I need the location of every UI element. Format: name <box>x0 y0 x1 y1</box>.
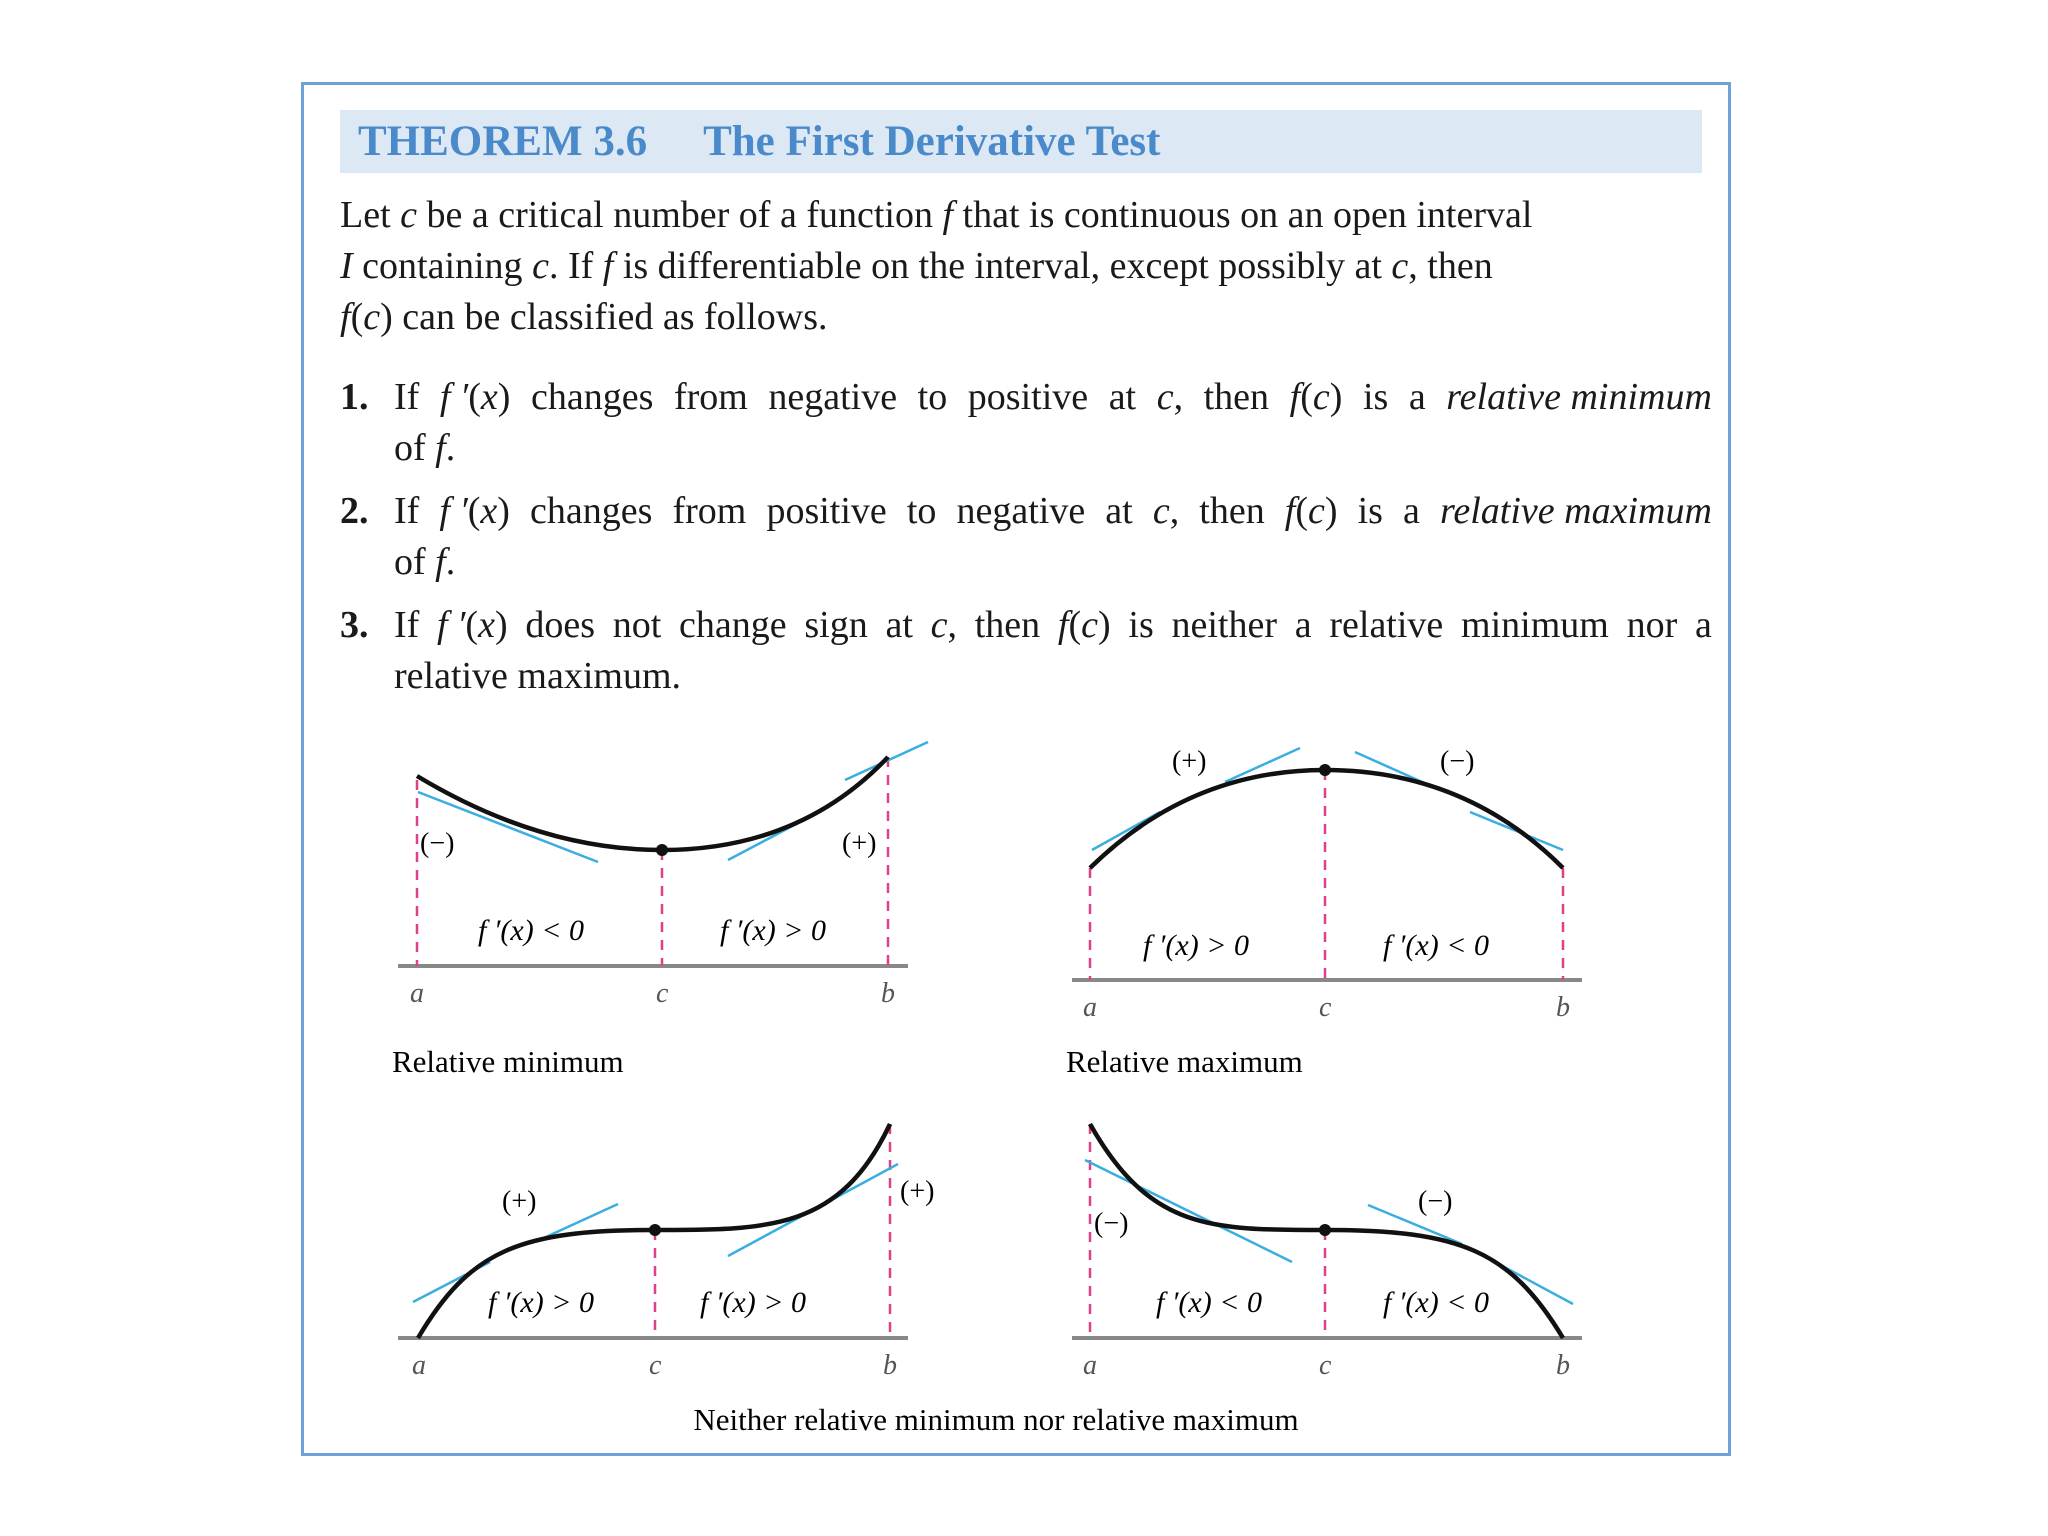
item-3-line-2: relative maximum. <box>394 655 682 697</box>
region-label-left: f ′(x) < 0 <box>478 914 584 947</box>
tick-label-a: a <box>412 1350 426 1381</box>
tick-label-c: c <box>649 1350 662 1381</box>
item-number: 3. <box>340 604 369 646</box>
sign-label-right: (−) <box>1440 746 1475 777</box>
region-label-left: f ′(x) > 0 <box>488 1286 594 1319</box>
sign-label-left: (+) <box>502 1186 537 1217</box>
sign-label-right: (−) <box>1418 1186 1453 1217</box>
figure-neither-increasing <box>398 1124 934 1381</box>
critical-point <box>656 844 668 856</box>
sign-label-left: (−) <box>420 828 455 859</box>
intro-line-1: Let c be a critical number of a function f that is continuous on an open interval <box>340 194 1533 236</box>
intro-line-3: f(c) can be classified as follows. <box>340 296 828 338</box>
theorem-title: The First Derivative Test <box>703 118 1161 165</box>
sign-label-right: (+) <box>842 828 877 859</box>
tick-label-b: b <box>1556 1350 1570 1381</box>
tick-label-b: b <box>883 1350 897 1381</box>
tick-label-a: a <box>410 978 424 1009</box>
caption-relative-maximum: Relative maximum <box>1066 1044 1303 1079</box>
critical-point <box>1319 1224 1331 1236</box>
region-label-right: f ′(x) > 0 <box>720 914 826 947</box>
critical-point <box>1319 764 1331 776</box>
caption-neither: Neither relative minimum nor relative maximum <box>693 1402 1299 1437</box>
item-2-line-1: If f ′(x) changes from positive to negative at c, then f(c) is a relative maximum <box>394 490 1712 532</box>
item-1-line-1: If f ′(x) changes from negative to positive at c, then f(c) is a relative minimum <box>394 376 1712 418</box>
region-label-right: f ′(x) < 0 <box>1383 1286 1489 1319</box>
item-2-line-2: of f. <box>394 541 456 583</box>
sign-label-right: (+) <box>900 1176 935 1207</box>
figure-neither-decreasing <box>1072 1124 1582 1381</box>
item-number: 1. <box>340 376 369 418</box>
item-1-line-2: of f. <box>394 427 456 469</box>
tick-label-b: b <box>1556 992 1570 1023</box>
region-label-left: f ′(x) > 0 <box>1143 929 1249 962</box>
region-label-left: f ′(x) < 0 <box>1156 1286 1262 1319</box>
critical-point <box>649 1224 661 1236</box>
sign-label-left: (+) <box>1172 746 1207 777</box>
tick-label-a: a <box>1083 1350 1097 1381</box>
figure-relative-minimum <box>392 742 928 1079</box>
sign-label-left: (−) <box>1094 1208 1129 1239</box>
tick-label-a: a <box>1083 992 1097 1023</box>
intro-line-2: I containing c. If f is differentiable on the interval, except possibly at c, then <box>340 245 1493 287</box>
item-3-line-1: If f ′(x) does not change sign at c, then f(c) is neither a relative minimum nor a <box>394 604 1712 646</box>
caption-relative-minimum: Relative minimum <box>392 1044 624 1079</box>
function-curve <box>417 757 888 850</box>
tick-label-c: c <box>1319 992 1332 1023</box>
region-label-right: f ′(x) > 0 <box>700 1286 806 1319</box>
item-number: 2. <box>340 490 369 532</box>
tick-label-c: c <box>1319 1350 1332 1381</box>
tick-label-b: b <box>881 978 895 1009</box>
region-label-right: f ′(x) < 0 <box>1383 929 1489 962</box>
figure-relative-maximum <box>1066 746 1582 1079</box>
tick-label-c: c <box>656 978 669 1009</box>
function-curve <box>1090 770 1563 868</box>
theorem-number: THEOREM 3.6 <box>358 118 648 165</box>
